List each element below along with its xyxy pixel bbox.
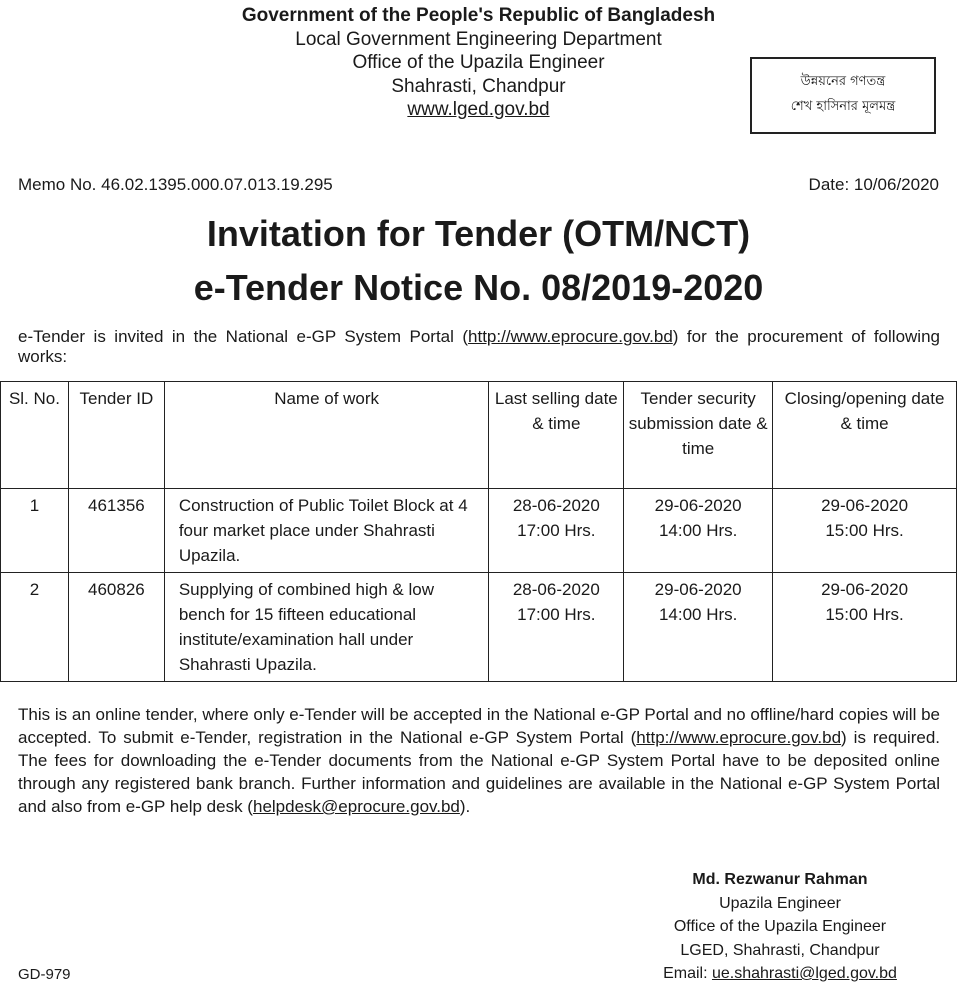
department-name: Local Government Engineering Department xyxy=(295,28,662,50)
closing-date: 29-06-2020 xyxy=(821,496,909,515)
terms-text-2: ) is required. The fees for downloading the e-Tender documents from the National e-GP System Portal have to be deposited online through any registered bank branch. Further information and guidelines are available in the National e-GP System Portal and also from e-GP help desk ( xyxy=(18,728,940,816)
notice-title: Invitation for Tender (OTM/NCT) xyxy=(206,213,751,254)
eprocure-link-2[interactable]: http://www.eprocure.gov.bd xyxy=(636,728,842,747)
email-label: Email: xyxy=(663,965,712,982)
terms-paragraph xyxy=(18,703,940,818)
notice-subtitle: e-Tender Notice No. 08/2019-2020 xyxy=(193,267,764,308)
signatory-location: LGED, Shahrasti, Chandpur xyxy=(680,941,880,959)
table-row xyxy=(1,573,957,682)
cell-sl: 2 xyxy=(1,573,69,682)
header-name-of-work: Name of work xyxy=(164,382,489,489)
signatory-office: Office of the Upazila Engineer xyxy=(673,918,887,935)
office-name: Office of the Upazila Engineer xyxy=(352,52,605,73)
selling-time: 17:00 Hrs. xyxy=(517,521,596,540)
intro-text-end: ) for the procurement of following works: xyxy=(18,327,940,366)
eprocure-link[interactable]: http://www.eprocure.gov.bd xyxy=(468,327,673,346)
office-location: Shahrasti, Chandpur xyxy=(391,75,566,97)
header-closing-opening: Closing/opening date & time xyxy=(773,382,957,489)
signatory-designation: Upazila Engineer xyxy=(719,894,841,912)
table-header-row xyxy=(1,382,957,489)
security-date: 29-06-2020 xyxy=(654,580,742,599)
closing-time: 15:00 Hrs. xyxy=(825,605,904,624)
cell-work: Construction of Public Toilet Block at 4 four market place under Shahrasti Upazila. xyxy=(164,489,489,573)
cell-closing xyxy=(773,573,957,682)
header-security-submission: Tender security submission date & time xyxy=(624,382,773,489)
signatory-email-line xyxy=(620,962,940,986)
terms-text-3: ). xyxy=(459,797,471,816)
cell-closing xyxy=(773,489,957,573)
cell-sl: 1 xyxy=(1,489,69,573)
helpdesk-email-link[interactable]: helpdesk@eprocure.gov.bd xyxy=(252,797,460,816)
closing-date: 29-06-2020 xyxy=(821,580,909,599)
cell-selling xyxy=(489,489,624,573)
tender-table xyxy=(0,381,957,682)
signatory-email-link[interactable]: ue.shahrasti@lged.gov.bd xyxy=(711,965,897,982)
cell-security xyxy=(624,489,773,573)
website-link[interactable]: www.lged.gov.bd xyxy=(407,99,550,120)
cell-security xyxy=(624,573,773,682)
security-time: 14:00 Hrs. xyxy=(658,521,738,540)
security-time: 14:00 Hrs. xyxy=(658,605,738,624)
selling-date: 28-06-2020 xyxy=(512,580,600,599)
intro-text-start: e-Tender is invited in the National e-GP System Portal ( xyxy=(18,327,469,346)
cell-tender-id: 460826 xyxy=(68,573,164,682)
cell-selling xyxy=(489,573,624,682)
signatory-name: Md. Rezwanur Rahman xyxy=(692,871,868,888)
terms-text-1: This is an online tender, where only e-Tender will be accepted in the National e-GP Portal and no offline/hard copies will be accepted. To submit e-Tender, registration in the National e-GP System Portal ( xyxy=(18,705,940,747)
selling-date: 28-06-2020 xyxy=(512,496,600,515)
memo-number: Memo No. 46.02.1395.000.07.013.19.295 xyxy=(18,175,333,194)
gd-code: GD-979 xyxy=(18,966,71,983)
cell-tender-id: 461356 xyxy=(68,489,164,573)
notice-date: Date: 10/06/2020 xyxy=(808,175,939,194)
header-tender-id: Tender ID xyxy=(68,382,164,489)
header-last-selling: Last selling date & time xyxy=(489,382,624,489)
slogan-box xyxy=(750,57,936,134)
signature-block xyxy=(620,868,940,986)
header-sl-no: Sl. No. xyxy=(1,382,69,489)
intro-paragraph xyxy=(18,327,940,367)
security-date: 29-06-2020 xyxy=(654,496,742,515)
government-title: Government of the People's Republic of Bangladesh xyxy=(241,5,716,26)
cell-work: Supplying of combined high & low bench for 15 fifteen educational institute/examination hall under Shahrasti Upazila. xyxy=(164,573,489,682)
closing-time: 15:00 Hrs. xyxy=(825,521,904,540)
table-row xyxy=(1,489,957,573)
slogan-line-2: শেখ হাসিনার মূলমন্ত্র xyxy=(790,99,896,114)
selling-time: 17:00 Hrs. xyxy=(517,605,596,624)
slogan-line-1: উন্নয়নের গণতন্ত্র xyxy=(800,74,886,89)
